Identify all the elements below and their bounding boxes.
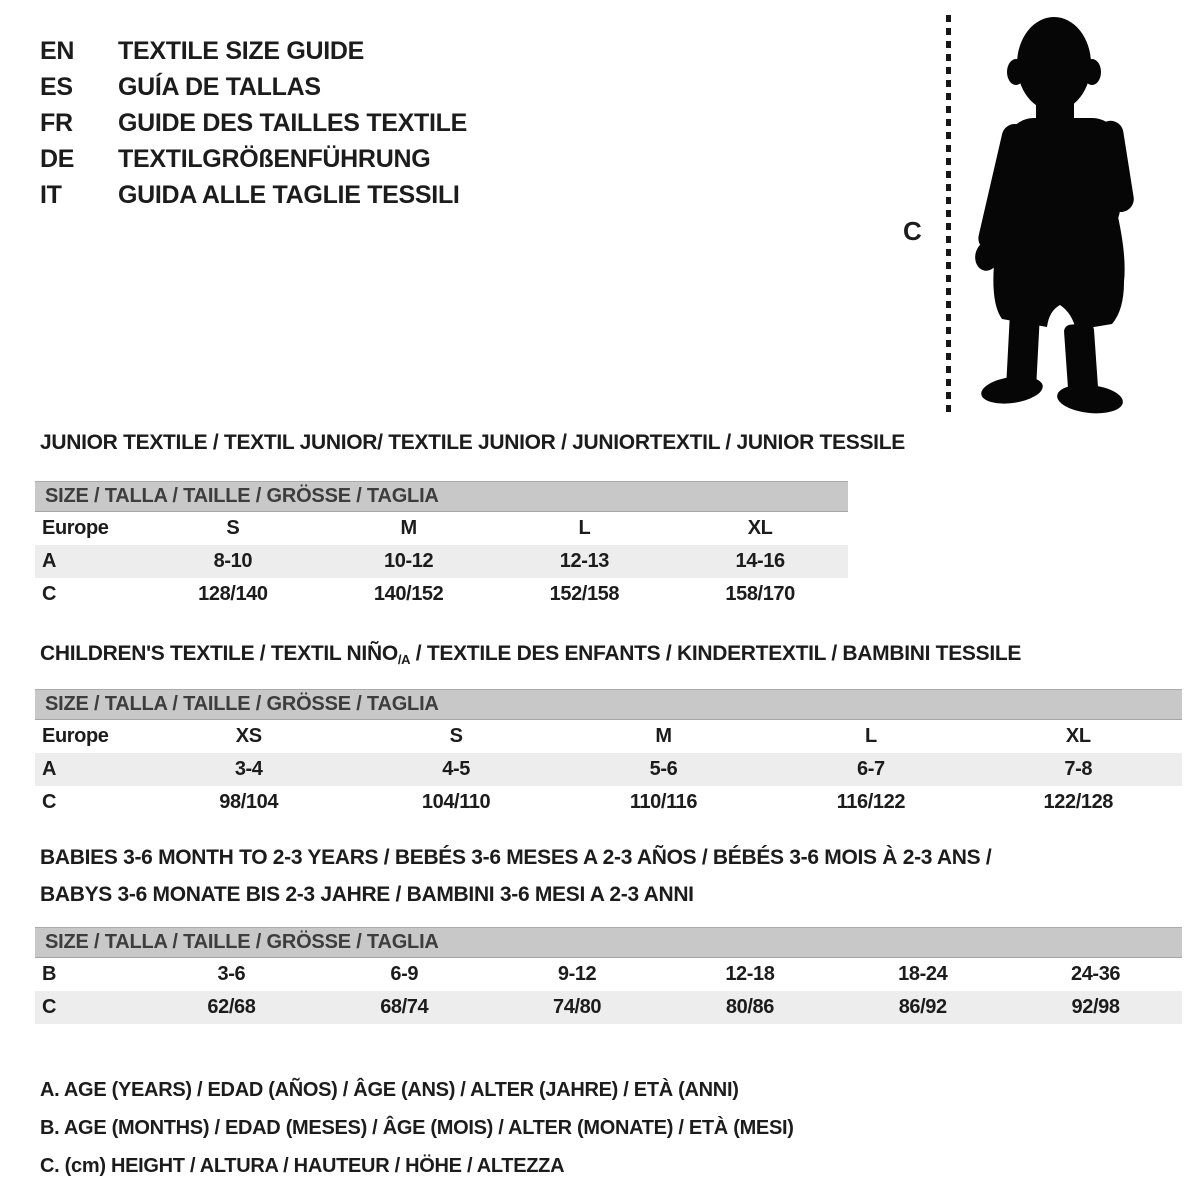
age-cell: 12-13 <box>559 550 609 572</box>
age-cell: 6-7 <box>857 758 885 780</box>
babies-row-months <box>35 958 1182 991</box>
language-code: ES <box>40 73 73 101</box>
language-row-it <box>40 177 467 213</box>
height-cell: 104/110 <box>421 791 491 813</box>
children-title-pre: CHILDREN'S TEXTILE / TEXTIL NIÑO <box>40 642 398 665</box>
language-code: FR <box>40 109 73 137</box>
legend-b-age-months: B. AGE (MONTHS) / EDAD (MESES) / ÂGE (MOIS) / ALTER (MONATE) / ETÀ (MESI) <box>40 1117 794 1139</box>
months-cell: 9-12 <box>557 963 597 985</box>
row-label: C <box>42 996 57 1018</box>
size-cell: XL <box>1065 725 1091 747</box>
babies-size-header-bar: SIZE / TALLA / TAILLE / GRÖSSE / TAGLIA <box>35 927 1182 958</box>
language-code: EN <box>40 37 75 65</box>
guide-title-it: GUIDA ALLE TAGLIE TESSILI <box>118 181 460 209</box>
height-measure-dashed-line <box>946 15 951 415</box>
months-cell: 24-36 <box>1070 963 1121 985</box>
language-row-fr <box>40 105 467 141</box>
legend <box>40 1071 794 1185</box>
months-cell: 12-18 <box>725 963 775 985</box>
legend-a-age-years: A. AGE (YEARS) / EDAD (AÑOS) / ÂGE (ANS) / ALTER (JAHRE) / ETÀ (ANNI) <box>40 1079 739 1101</box>
children-title-subscript: /A <box>397 652 411 667</box>
junior-size-header-bar: SIZE / TALLA / TAILLE / GRÖSSE / TAGLIA <box>35 481 848 512</box>
guide-title-en: TEXTILE SIZE GUIDE <box>118 37 365 65</box>
children-table <box>35 720 1182 819</box>
age-cell: 14-16 <box>735 550 785 572</box>
row-label: A <box>42 550 57 572</box>
size-cell: M <box>400 517 417 539</box>
size-cell: XL <box>747 517 773 539</box>
language-row-de <box>40 141 467 177</box>
children-size-header-bar: SIZE / TALLA / TAILLE / GRÖSSE / TAGLIA <box>35 689 1182 720</box>
children-row-age <box>35 753 1182 786</box>
height-cell: 80/86 <box>725 996 774 1018</box>
language-header <box>40 33 467 213</box>
language-code: DE <box>40 145 75 173</box>
junior-table <box>35 512 848 611</box>
babies-row-height <box>35 991 1182 1024</box>
size-cell: M <box>655 725 672 747</box>
toddler-silhouette-icon <box>963 16 1140 418</box>
babies-section-title-line2: BABYS 3-6 MONATE BIS 2-3 JAHRE / BAMBINI 3-6 MESI A 2-3 ANNI <box>40 883 694 906</box>
babies-table <box>35 958 1182 1024</box>
age-cell: 7-8 <box>1064 758 1093 780</box>
legend-c-height-cm: C. (cm) HEIGHT / ALTURA / HAUTEUR / HÖHE / ALTEZZA <box>40 1155 565 1177</box>
age-cell: 3-4 <box>234 758 263 780</box>
children-section-title <box>40 642 1021 666</box>
months-cell: 6-9 <box>390 963 419 985</box>
children-title-post: / TEXTILE DES ENFANTS / KINDERTEXTIL / BAMBINI TESSILE <box>410 642 1022 665</box>
age-cell: 5-6 <box>649 758 678 780</box>
junior-row-age <box>35 545 848 578</box>
babies-section-title-line1: BABIES 3-6 MONTH TO 2-3 YEARS / BEBÉS 3-6 MESES A 2-3 AÑOS / BÉBÉS 3-6 MOIS À 2-3 ANS / <box>40 846 992 869</box>
age-cell: 4-5 <box>442 758 470 780</box>
height-cell: 98/104 <box>219 791 279 813</box>
language-row-en <box>40 33 467 69</box>
children-row-europe <box>35 720 1182 753</box>
height-cell: 110/116 <box>629 791 698 813</box>
junior-row-europe <box>35 512 848 545</box>
size-cell: XS <box>235 725 262 747</box>
row-label: Europe <box>42 517 109 539</box>
size-cell: S <box>226 517 240 539</box>
months-cell: 3-6 <box>217 963 246 985</box>
months-cell: 18-24 <box>898 963 948 985</box>
junior-row-height <box>35 578 848 611</box>
children-row-height <box>35 786 1182 819</box>
height-cell: 152/158 <box>549 583 620 605</box>
row-label: Europe <box>42 725 109 747</box>
guide-title-es: GUÍA DE TALLAS <box>118 73 321 101</box>
size-cell: L <box>578 517 591 539</box>
size-cell: S <box>449 725 463 747</box>
language-row-es <box>40 69 467 105</box>
row-label: C <box>42 791 57 813</box>
junior-section-title: JUNIOR TEXTILE / TEXTIL JUNIOR/ TEXTILE JUNIOR / JUNIORTEXTIL / JUNIOR TESSILE <box>40 431 905 454</box>
height-cell: 116/122 <box>836 791 906 813</box>
height-cell: 92/98 <box>1071 996 1120 1018</box>
age-cell: 10-12 <box>384 550 434 572</box>
height-cell: 62/68 <box>207 996 256 1018</box>
row-label: B <box>42 963 57 985</box>
height-cell: 158/170 <box>725 583 795 605</box>
guide-title-de: TEXTILGRÖßENFÜHRUNG <box>118 145 431 173</box>
height-cell: 74/80 <box>553 996 602 1018</box>
row-label: A <box>42 758 57 780</box>
guide-title-fr: GUIDE DES TAILLES TEXTILE <box>118 109 468 137</box>
height-cell: 122/128 <box>1043 791 1114 813</box>
height-cell: 68/74 <box>380 996 429 1018</box>
age-cell: 8-10 <box>213 550 253 572</box>
height-cell: 86/92 <box>898 996 947 1018</box>
size-cell: L <box>864 725 877 747</box>
height-measure-label: C <box>903 216 922 246</box>
row-label: C <box>42 583 57 605</box>
language-code: IT <box>40 181 62 209</box>
height-cell: 128/140 <box>198 583 268 605</box>
height-cell: 140/152 <box>373 583 444 605</box>
